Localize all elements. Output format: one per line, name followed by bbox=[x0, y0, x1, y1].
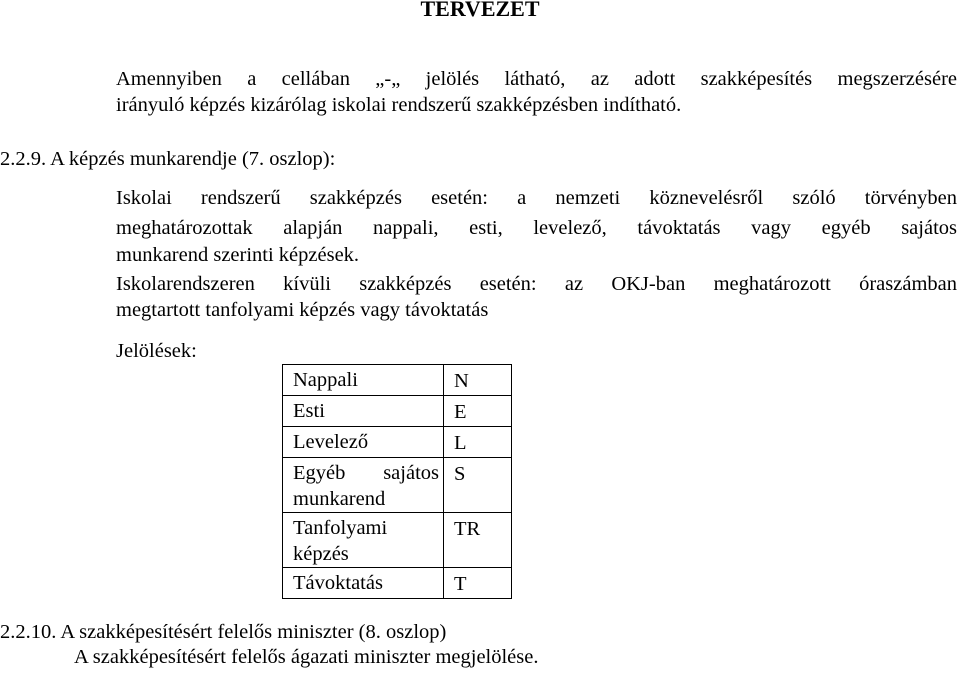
section-2-2-9-para2-line-1: Iskolarendszeren kívüli szakképzés esetén: az OKJ-ban meghatározott óraszámban bbox=[116, 273, 957, 295]
table-row bbox=[283, 396, 512, 427]
document-heading: TERVEZET bbox=[420, 0, 540, 21]
note-line-2: irányuló képzés kizárólag iskolai rendszerű szakképzésben indítható. bbox=[116, 94, 682, 116]
section-2-2-9-para1-line-2: meghatározottak alapján nappali, esti, levelező, távoktatás vagy egyéb sajátos bbox=[116, 217, 957, 239]
schedule-code-cell: N bbox=[444, 365, 512, 396]
schedule-name: Levelező bbox=[293, 431, 369, 453]
table-row bbox=[283, 513, 512, 568]
schedule-name-cell bbox=[283, 396, 444, 427]
schedule-name-line-1: Tanfolyami bbox=[293, 517, 388, 539]
schedule-name-line-1: Egyéb sajátos bbox=[293, 462, 439, 484]
section-2-2-9-para1-line-3: munkarend szerinti képzések. bbox=[116, 244, 360, 266]
schedule-name-line-2: képzés bbox=[293, 543, 349, 565]
schedule-name: Távoktatás bbox=[293, 572, 383, 594]
section-2-2-10-title: 2.2.10. A szakképesítésért felelős miniszter (8. oszlop) bbox=[0, 621, 447, 643]
schedule-name-cell bbox=[283, 568, 444, 599]
schedule-name-cell bbox=[283, 365, 444, 396]
schedule-code-cell: E bbox=[444, 396, 512, 427]
schedule-code-cell: L bbox=[444, 427, 512, 458]
schedule-name-cell bbox=[283, 427, 444, 458]
section-2-2-10-text: A szakképesítésért felelős ágazati miniszter megjelölése. bbox=[74, 646, 539, 668]
table-row bbox=[283, 427, 512, 458]
schedule-name: Esti bbox=[293, 400, 325, 422]
section-2-2-9-para1-line-1: Iskolai rendszerű szakképzés esetén: a nemzeti köznevelésről szóló törvényben bbox=[116, 187, 957, 209]
legend-label: Jelölések: bbox=[116, 340, 197, 362]
section-2-2-9-title: 2.2.9. A képzés munkarendje (7. oszlop): bbox=[0, 148, 336, 170]
schedule-code-cell: TR bbox=[444, 513, 512, 568]
table-row bbox=[283, 568, 512, 599]
schedule-name-line-2: munkarend bbox=[293, 488, 386, 510]
schedule-code-cell: S bbox=[444, 458, 512, 513]
table-row bbox=[283, 458, 512, 513]
schedule-name: Nappali bbox=[293, 369, 358, 391]
schedule-name-cell bbox=[283, 458, 444, 513]
work-schedule-codes-table bbox=[282, 364, 512, 599]
table-row bbox=[283, 365, 512, 396]
section-2-2-9-para2-line-2: megtartott tanfolyami képzés vagy távoktatás bbox=[116, 299, 489, 321]
schedule-name-cell bbox=[283, 513, 444, 568]
note-line-1: Amennyiben a cellában „-„ jelölés látható, az adott szakképesítés megszerzésére bbox=[116, 68, 957, 90]
schedule-code-cell: T bbox=[444, 568, 512, 599]
